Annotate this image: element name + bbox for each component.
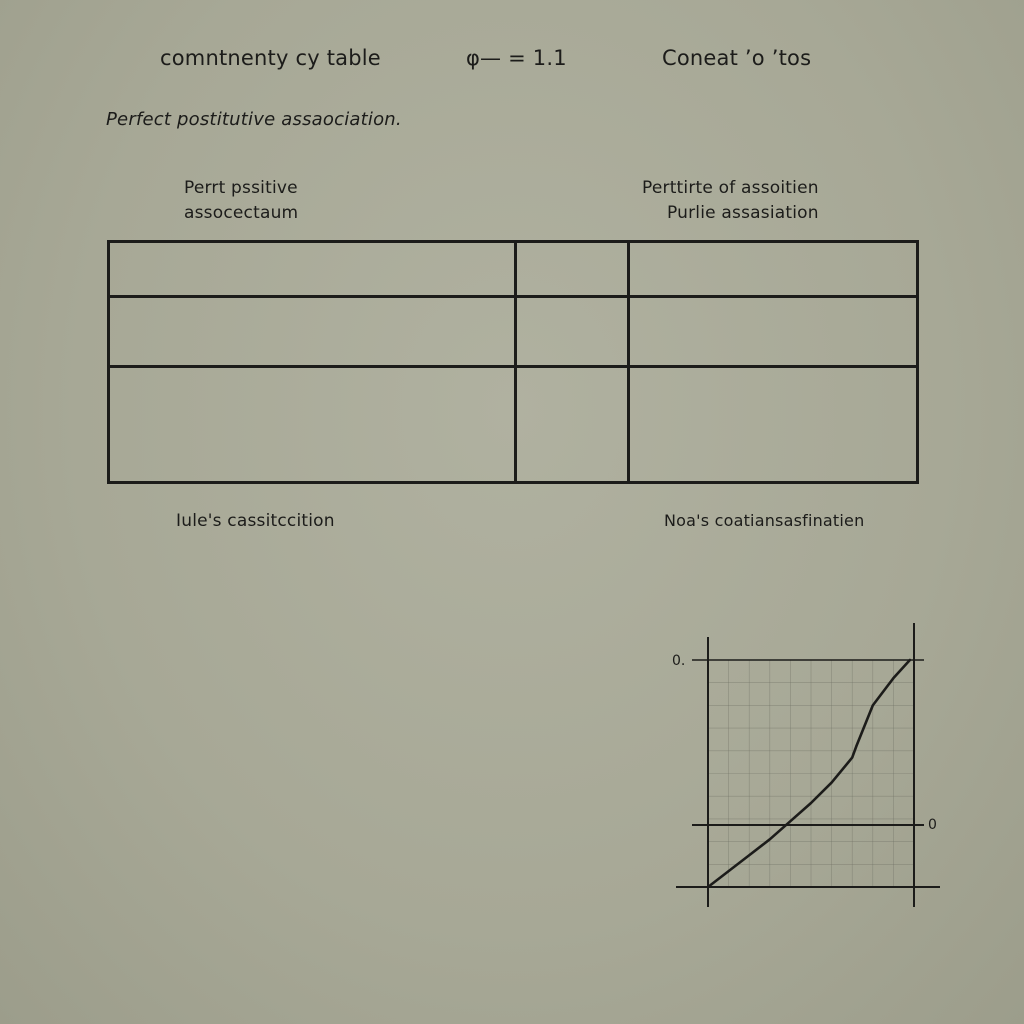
title-phi-coefficient: φ— = 1.1 bbox=[466, 46, 567, 70]
table-row-divider bbox=[110, 295, 916, 298]
label-top-right-line2: Purlie assasiation bbox=[666, 203, 819, 223]
label-bottom-right: Noa's coatiansasfinatien bbox=[664, 511, 865, 530]
label-top-left-line1: Perrt pssitive bbox=[184, 178, 298, 198]
label-top-left bbox=[184, 176, 298, 226]
table-col-divider bbox=[514, 243, 517, 481]
chart-labels bbox=[672, 653, 937, 833]
association-chart bbox=[660, 615, 960, 915]
label-bottom-left: Iule's cassitccition bbox=[176, 511, 335, 531]
table-row-divider bbox=[110, 365, 916, 368]
label-top-right bbox=[642, 176, 819, 226]
contingency-table-grid bbox=[107, 240, 919, 484]
chart-grid bbox=[708, 660, 914, 887]
subtitle: Perfect postitutive assaociation. bbox=[106, 109, 402, 130]
label-top-left-line2: assocectaum bbox=[184, 203, 299, 223]
title-coefficient: Coneat ’o ’tos bbox=[662, 46, 812, 70]
label-top-right-line1: Perttirte of assoitien bbox=[642, 178, 819, 198]
title-contingency-table: comntnenty cy table bbox=[160, 46, 381, 70]
y-top-tick-label: 0. bbox=[672, 653, 686, 669]
x-axis-end-label: 0 bbox=[928, 817, 937, 833]
table-col-divider bbox=[627, 243, 630, 481]
